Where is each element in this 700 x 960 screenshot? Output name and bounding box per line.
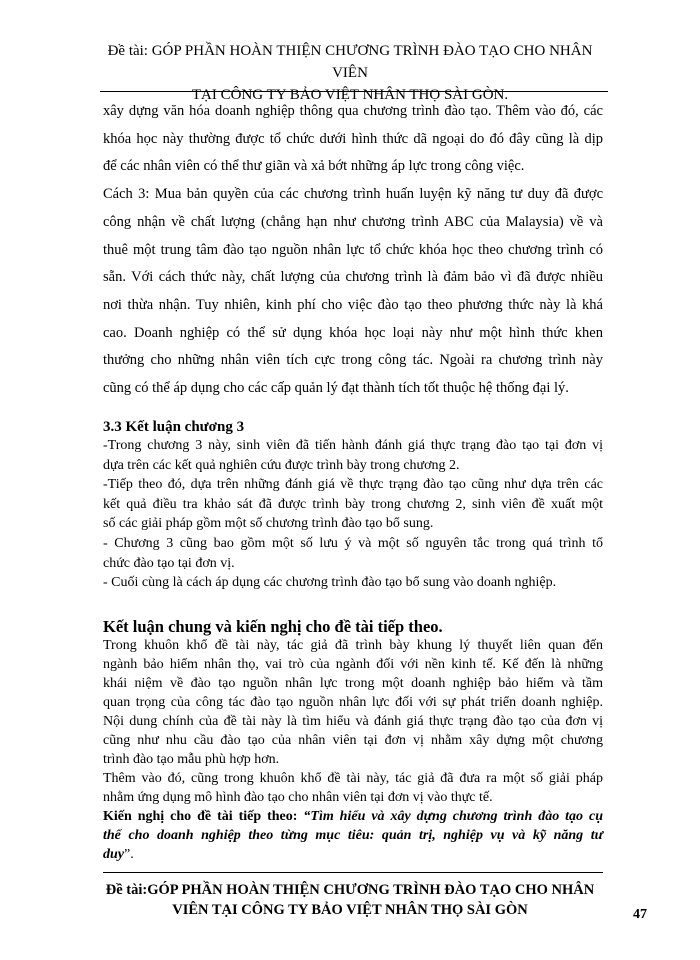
text-line: chức đào tạo tại đơn vị. [103, 555, 235, 571]
conclusion-body [103, 636, 603, 864]
text-line: cao. Doanh nghiệp có thể sử dụng khóa học loại này như một hình thức khen [103, 324, 603, 341]
text-line: thưởng cho những nhân viên tích cực trong công tác. Ngoài ra chương trình này [103, 352, 603, 369]
text-line: Cách 3: Mua bản quyền của các chương trình huấn luyện kỹ năng tư duy đã được [103, 186, 603, 203]
text-line: -Tiếp theo đó, dựa trên những đánh giá về thực trạng đào tạo cũng như dựa trên các [103, 477, 603, 493]
text-line: Trong khuôn khổ đề tài này, tác giả đã trình bày khung lý thuyết liên quan đến [103, 638, 603, 653]
page-footer [90, 880, 610, 920]
section-1-body [103, 98, 603, 403]
text-line: công nhận về chất lượng (chẳng hạn như chương trình ABC của Malaysia) về và [103, 213, 603, 230]
text-line: cũng có thể áp dụng cho các cấp quản lý đạt thành tích tốt thuộc hệ thống đại lý. [103, 380, 569, 397]
conclusion-heading: Kết luận chung và kiến nghị cho đề tài tiếp theo. [103, 617, 443, 636]
footer-line-2: VIÊN TẠI CÔNG TY BẢO VIỆT NHÂN THỌ SÀI GÒN [172, 902, 528, 918]
section-heading-3-3: 3.3 Kết luận chương 3 [103, 419, 245, 435]
text-line: quan trọng của công tác đào tạo nguồn nhân lực đối với sự phát triển doanh nghiệp. [103, 695, 603, 710]
recommendation-line-end [103, 845, 603, 864]
text-line: khóa học này thường được tổ chức dưới hình thức dã ngoại do đó đây cũng là dịp [103, 130, 603, 147]
page-number: 47 [633, 907, 647, 922]
page-header [90, 40, 610, 106]
text-line: Nội dung chính của đề tài này là tìm hiểu và đánh giá thực trạng đào tạo của đơn vị [103, 714, 603, 729]
text-line: - Cuối cùng là cách áp dụng các chương trình đào tạo bổ sung vào doanh nghiệp. [103, 575, 557, 591]
recommendation-text-3: duy [103, 847, 124, 862]
footer-line-1: Đề tài:GÓP PHẦN HOÀN THIỆN CHƯƠNG TRÌNH ĐÀO TẠO CHO NHÂN [105, 882, 595, 898]
text-line: để các nhân viên có thể thư giãn và xả bớt những áp lực trong công việc. [103, 158, 525, 175]
recommendation-text-2: thể cho doanh nghiệp theo từng mục tiêu: quản trị, nghiệp vụ và kỹ năng tư [103, 828, 603, 843]
header-line-1: Đề tài: GÓP PHẦN HOÀN THIỆN CHƯƠNG TRÌNH ĐÀO TẠO CHO NHÂN VIÊN [107, 43, 593, 81]
recommendation-text-1: “Tìm hiểu và xây dựng chương trình đào tạo cụ [303, 809, 604, 824]
text-line: - Chương 3 cũng bao gồm một số lưu ý và một số nguyên tắc trong quá trình tổ [103, 535, 603, 551]
text-line: -Trong chương 3 này, sinh viên đã tiến hành đánh giá thực trạng đào tạo tại đơn vị [103, 438, 603, 453]
text-line: xây dựng văn hóa doanh nghiệp thông qua chương trình đào tạo. Thêm vào đó, các [103, 103, 603, 119]
recommendation-end: ”. [124, 847, 134, 862]
recommendation-line [103, 807, 603, 826]
header-divider [100, 91, 608, 92]
header-line-2: TẠI CÔNG TY BẢO VIỆT NHÂN THỌ SÀI GÒN. [191, 87, 509, 103]
text-line: Thêm vào đó, cũng trong khuôn khổ đề tài này, tác giả đã đưa ra một số giải pháp [103, 771, 603, 786]
text-line: sẵn. Với cách thức này, chất lượng của chương trình là đảm bảo vì đã được nhiều [103, 269, 603, 286]
text-line: nơi thừa nhận. Tuy nhiên, kinh phí cho việc đào tạo theo phương thức này là khá [103, 296, 603, 313]
text-line: kết quả điều tra khảo sát đã được trình bày trong chương 2, sinh viên đề xuất một [103, 496, 603, 512]
text-line: dựa trên các kết quả nghiên cứu được trình bày trong chương 2. [103, 457, 460, 473]
text-line: khái niệm về đào tạo nguồn nhân lực trong một doanh nghiệp bảo hiểm và tầm [103, 676, 603, 691]
text-line: ngành bảo hiểm nhân thọ, vai trò của ngành đối với nền kinh tế. Kế đến là những [103, 657, 603, 672]
text-line: nhằm ứng dụng mô hình đào tạo cho nhân viên tại đơn vị vào thực tế. [103, 790, 493, 805]
recommendation-label: Kiến nghị cho đề tài tiếp theo: [103, 809, 304, 824]
text-line: trình đào tạo mẫu phù hợp hơn. [103, 752, 280, 767]
text-line: thuê một trung tâm đào tạo nguồn nhân lực tổ chức khóa học theo chương trình có [103, 241, 603, 258]
section-2-body [103, 436, 603, 593]
text-line: số các giải pháp gồm một số chương trình đào tạo bổ sung. [103, 516, 434, 532]
text-line: cũng như nhu cầu đào tạo của nhân viên tại đơn vị nhằm xây dựng một chương [103, 733, 603, 748]
footer-divider [103, 872, 603, 873]
